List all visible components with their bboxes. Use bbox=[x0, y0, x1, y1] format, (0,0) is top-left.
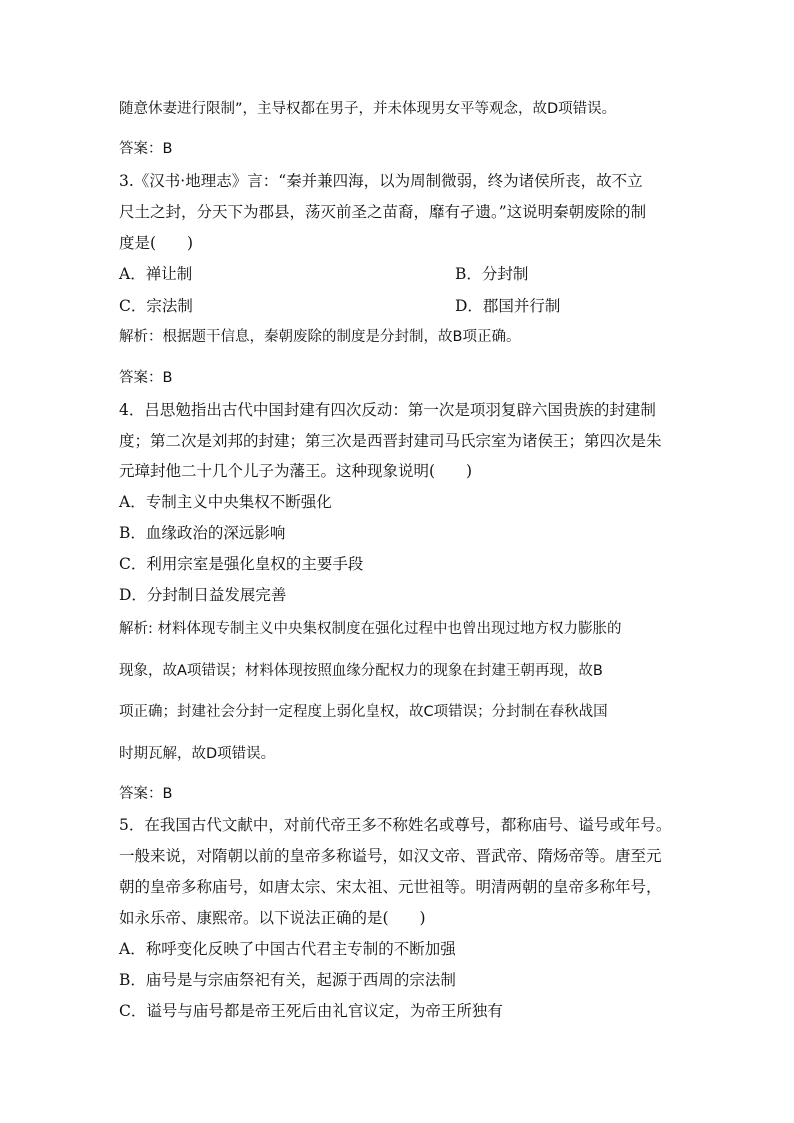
q5-stem-line-2: 一般来说，对隋朝以前的皇帝多称谥号，如汉文帝、晋武帝、隋炀帝等。唐至元 bbox=[119, 847, 662, 865]
q4-stem-line-3: 元璋封他二十几个儿子为藩王。这种现象说明( ) bbox=[119, 462, 473, 480]
q5-stem-line-3: 朝的皇帝多称庙号，如唐太宗、宋太祖、元世祖等。明清两朝的皇帝多称年号， bbox=[119, 878, 662, 896]
q3-stem-line-1: 3.《汉书·地理志》言：“秦并兼四海，以为周制微弱，终为诸侯所丧，故不立 bbox=[119, 172, 643, 190]
q3-option-d: D．郡国并行制 bbox=[455, 297, 561, 315]
q3-answer: 答案：B bbox=[119, 370, 173, 386]
q4-stem-line-2: 度；第二次是刘邦的封建；第三次是西晋封建司马氏宗室为诸侯王；第四次是朱 bbox=[119, 432, 662, 450]
q4-option-a: A．专制主义中央集权不断强化 bbox=[119, 493, 332, 511]
q5-stem-line-4: 如永乐帝、康熙帝。以下说法正确的是( ) bbox=[119, 909, 426, 927]
q4-stem-line-1: 4．吕思勉指出古代中国封建有四次反动：第一次是项羽复辟六国贵族的封建制 bbox=[119, 401, 656, 419]
q3-explanation: 解析：根据题干信息，秦朝废除的制度是分封制，故B项正确。 bbox=[119, 329, 521, 345]
q5-option-c: C．谥号与庙号都是帝王死后由礼官议定，为帝王所独有 bbox=[119, 1002, 503, 1020]
q4-explanation-line-2: 现象，故A项错误；材料体现按照血缘分配权力的现象在封建王朝再现，故B bbox=[119, 663, 603, 679]
q4-explanation-line-4: 时期瓦解，故D项错误。 bbox=[119, 746, 276, 762]
prev-explanation-line: 随意休妻进行限制”，主导权都在男子，并未体现男女平等观念，故D项错误。 bbox=[119, 101, 617, 117]
q4-option-d: D．分封制日益发展完善 bbox=[119, 586, 287, 604]
q3-option-a: A．禅让制 bbox=[119, 265, 193, 283]
q4-explanation-line-3: 项正确；封建社会分封一定程度上弱化皇权，故C项错误；分封制在春秋战国 bbox=[119, 704, 608, 720]
q3-option-c: C．宗法制 bbox=[119, 297, 193, 315]
q5-option-b: B．庙号是与宗庙祭祀有关，起源于西周的宗法制 bbox=[119, 971, 456, 989]
q4-answer: 答案：B bbox=[119, 786, 173, 802]
q3-option-b: B．分封制 bbox=[455, 265, 529, 283]
prev-answer: 答案：B bbox=[119, 141, 173, 157]
q5-option-a: A．称呼变化反映了中国古代君主专制的不断加强 bbox=[119, 940, 456, 958]
q4-option-b: B．血缘政治的深远影响 bbox=[119, 524, 286, 542]
q4-option-c: C．利用宗室是强化皇权的主要手段 bbox=[119, 555, 364, 573]
q4-explanation-line-1: 解析: 材料体现专制主义中央集权制度在强化过程中也曾出现过地方权力膨胀的 bbox=[119, 621, 622, 637]
q3-stem-line-3: 度是( ) bbox=[119, 234, 194, 252]
q5-stem-line-1: 5．在我国古代文献中，对前代帝王多不称姓名或尊号，都称庙号、谥号或年号。 bbox=[119, 816, 672, 834]
q3-stem-line-2: 尺土之封，分天下为郡县，荡灭前圣之苗裔，靡有孑遗。”这说明秦朝废除的制 bbox=[119, 203, 647, 221]
